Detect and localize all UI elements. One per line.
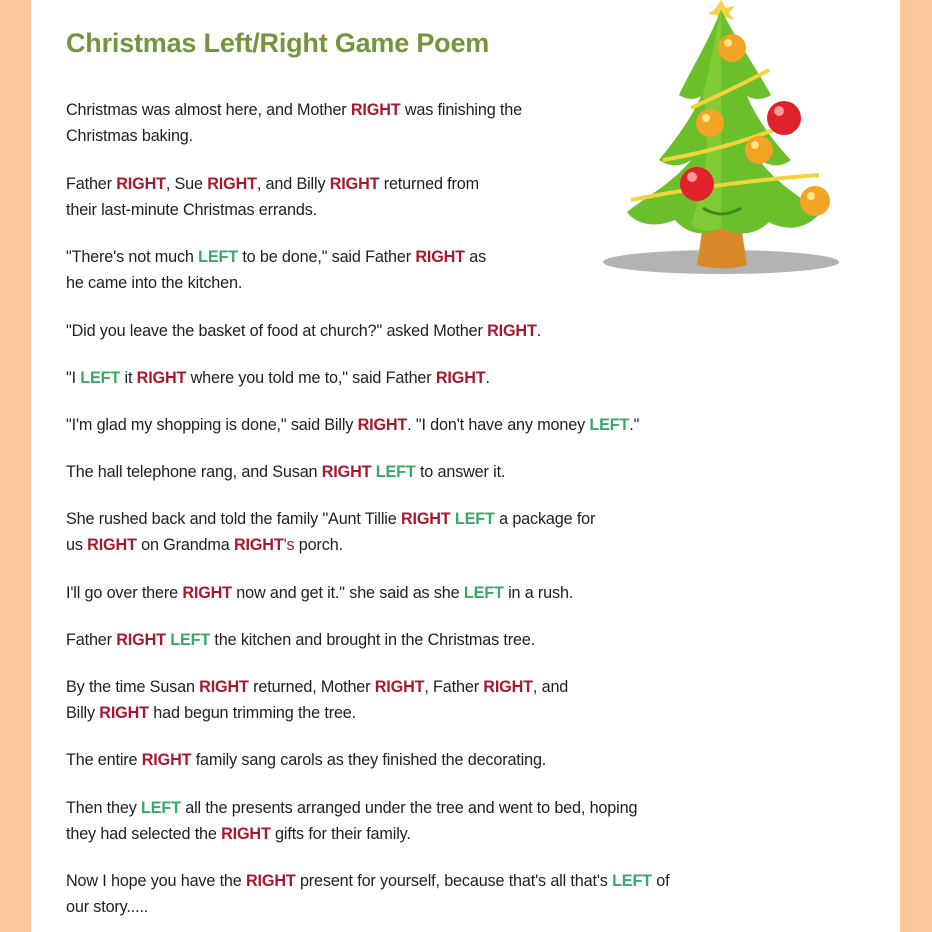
poem-paragraph <box>66 795 637 847</box>
poem-text: their last-minute Christmas errands. <box>66 201 317 219</box>
keyword-right: RIGHT <box>400 510 451 528</box>
keyword-right: RIGHT <box>415 248 465 266</box>
keyword-right: RIGHT <box>321 463 372 481</box>
poem-paragraph <box>66 459 505 485</box>
keyword-left: LEFT <box>170 631 211 649</box>
poem-text: all the presents arranged under the tree and went to bed, hoping <box>180 799 638 817</box>
keyword-right: RIGHT <box>483 678 533 696</box>
poem-text: "Did you leave the basket of food at church?" asked Mother <box>66 322 488 340</box>
poem-text: it <box>120 369 137 387</box>
poem-text: Christmas baking. <box>66 127 193 145</box>
keyword-right: RIGHT <box>233 536 284 554</box>
keyword-right: RIGHT <box>87 536 137 554</box>
keyword-right: RIGHT <box>221 825 271 843</box>
christmas-tree-icon <box>591 0 856 280</box>
poem-text: now and get it." she said as she <box>231 584 464 602</box>
poem-text: our story..... <box>66 898 149 916</box>
keyword-left: LEFT <box>589 416 630 434</box>
poem-text: Billy <box>66 704 100 722</box>
worksheet-page <box>31 0 900 932</box>
poem-text: to be done," said Father <box>237 248 416 266</box>
poem-text: , and <box>532 678 569 696</box>
keyword-right: RIGHT <box>357 416 408 434</box>
poem-text: a package for <box>494 510 596 528</box>
poem-text: returned, Mother <box>248 678 375 696</box>
keyword-right: RIGHT <box>136 369 187 387</box>
poem-paragraph <box>66 580 573 606</box>
poem-text: of <box>651 872 670 890</box>
keyword-left: LEFT <box>198 248 238 266</box>
keyword-right: RIGHT <box>350 101 401 119</box>
poem-text: he came into the kitchen. <box>66 274 243 292</box>
poem-text: on Grandma <box>136 536 234 554</box>
keyword-left: LEFT <box>454 510 495 528</box>
keyword-right: RIGHT <box>207 175 257 193</box>
poem-paragraph <box>66 506 595 558</box>
keyword-right: RIGHT <box>435 369 486 387</box>
keyword-left: LEFT <box>80 369 121 387</box>
poem-paragraph <box>66 627 535 653</box>
poem-text: porch. <box>294 536 343 554</box>
poem-text: "There's not much <box>66 248 199 266</box>
poem-text: in a rush. <box>503 584 574 602</box>
poem-text: "I <box>66 369 81 387</box>
poem-text: ." <box>629 416 640 434</box>
keyword-left: LEFT <box>141 799 181 817</box>
poem-text: The hall telephone rang, and Susan <box>66 463 322 481</box>
page-title: Christmas Left/Right Game Poem <box>66 28 490 58</box>
keyword-right: RIGHT <box>374 678 425 696</box>
poem-text: She rushed back and told the family "Aunt Tillie <box>66 510 401 528</box>
poem-paragraph <box>66 365 490 391</box>
poem-text: returned from <box>379 175 479 193</box>
poem-text: they had selected the <box>66 825 222 843</box>
poem-text: gifts for their family. <box>270 825 411 843</box>
poem-text: present for yourself, because that's all that's <box>295 872 613 890</box>
poem-text: us <box>66 536 88 554</box>
keyword-right: RIGHT <box>199 678 249 696</box>
poem-text: where you told me to," said Father <box>186 369 436 387</box>
poem-text: the kitchen and brought in the Christmas tree. <box>210 631 536 649</box>
poem-text: . <box>536 322 542 340</box>
poem-text: was finishing the <box>400 101 522 119</box>
poem-text: . "I don't have any money <box>407 416 590 434</box>
poem-text: . <box>485 369 490 387</box>
keyword-right: RIGHT <box>99 704 149 722</box>
poem-text: Father <box>66 175 117 193</box>
poem-paragraph <box>66 747 546 773</box>
poem-paragraph <box>66 244 486 296</box>
poem-text: as <box>464 248 487 266</box>
poem-text: I'll go over there <box>66 584 183 602</box>
poem-text: had begun trimming the tree. <box>148 704 356 722</box>
poem-text: By the time Susan <box>66 678 200 696</box>
poem-text: , Father <box>424 678 484 696</box>
keyword-right: RIGHT <box>116 175 166 193</box>
poem-paragraph <box>66 868 670 920</box>
poem-text: family sang carols as they finished the decorating. <box>191 751 547 769</box>
poem-paragraph <box>66 171 479 223</box>
poem-text: , Sue <box>165 175 208 193</box>
poem-text: , and Billy <box>256 175 330 193</box>
poem-text: "I'm glad my shopping is done," said Billy <box>66 416 358 434</box>
keyword-left: LEFT <box>612 872 652 890</box>
keyword-left: LEFT <box>463 584 504 602</box>
keyword-right: RIGHT <box>245 872 296 890</box>
keyword-right: RIGHT <box>329 175 380 193</box>
keyword-right: RIGHT <box>141 751 192 769</box>
poem-paragraph <box>66 674 568 726</box>
poem-paragraph <box>66 412 639 438</box>
poem-text: Then they <box>66 799 141 817</box>
poem-text: Christmas was almost here, and Mother <box>66 101 351 119</box>
poem-text: The entire <box>66 751 142 769</box>
keyword-suffix: 's <box>283 536 295 554</box>
poem-text: to answer it. <box>415 463 506 481</box>
poem-paragraph <box>66 97 522 149</box>
poem-text: Father <box>66 631 117 649</box>
keyword-right: RIGHT <box>487 322 537 340</box>
keyword-left: LEFT <box>375 463 416 481</box>
poem-paragraph <box>66 318 541 344</box>
keyword-right: RIGHT <box>116 631 166 649</box>
keyword-right: RIGHT <box>182 584 232 602</box>
poem-text: Now I hope you have the <box>66 872 246 890</box>
